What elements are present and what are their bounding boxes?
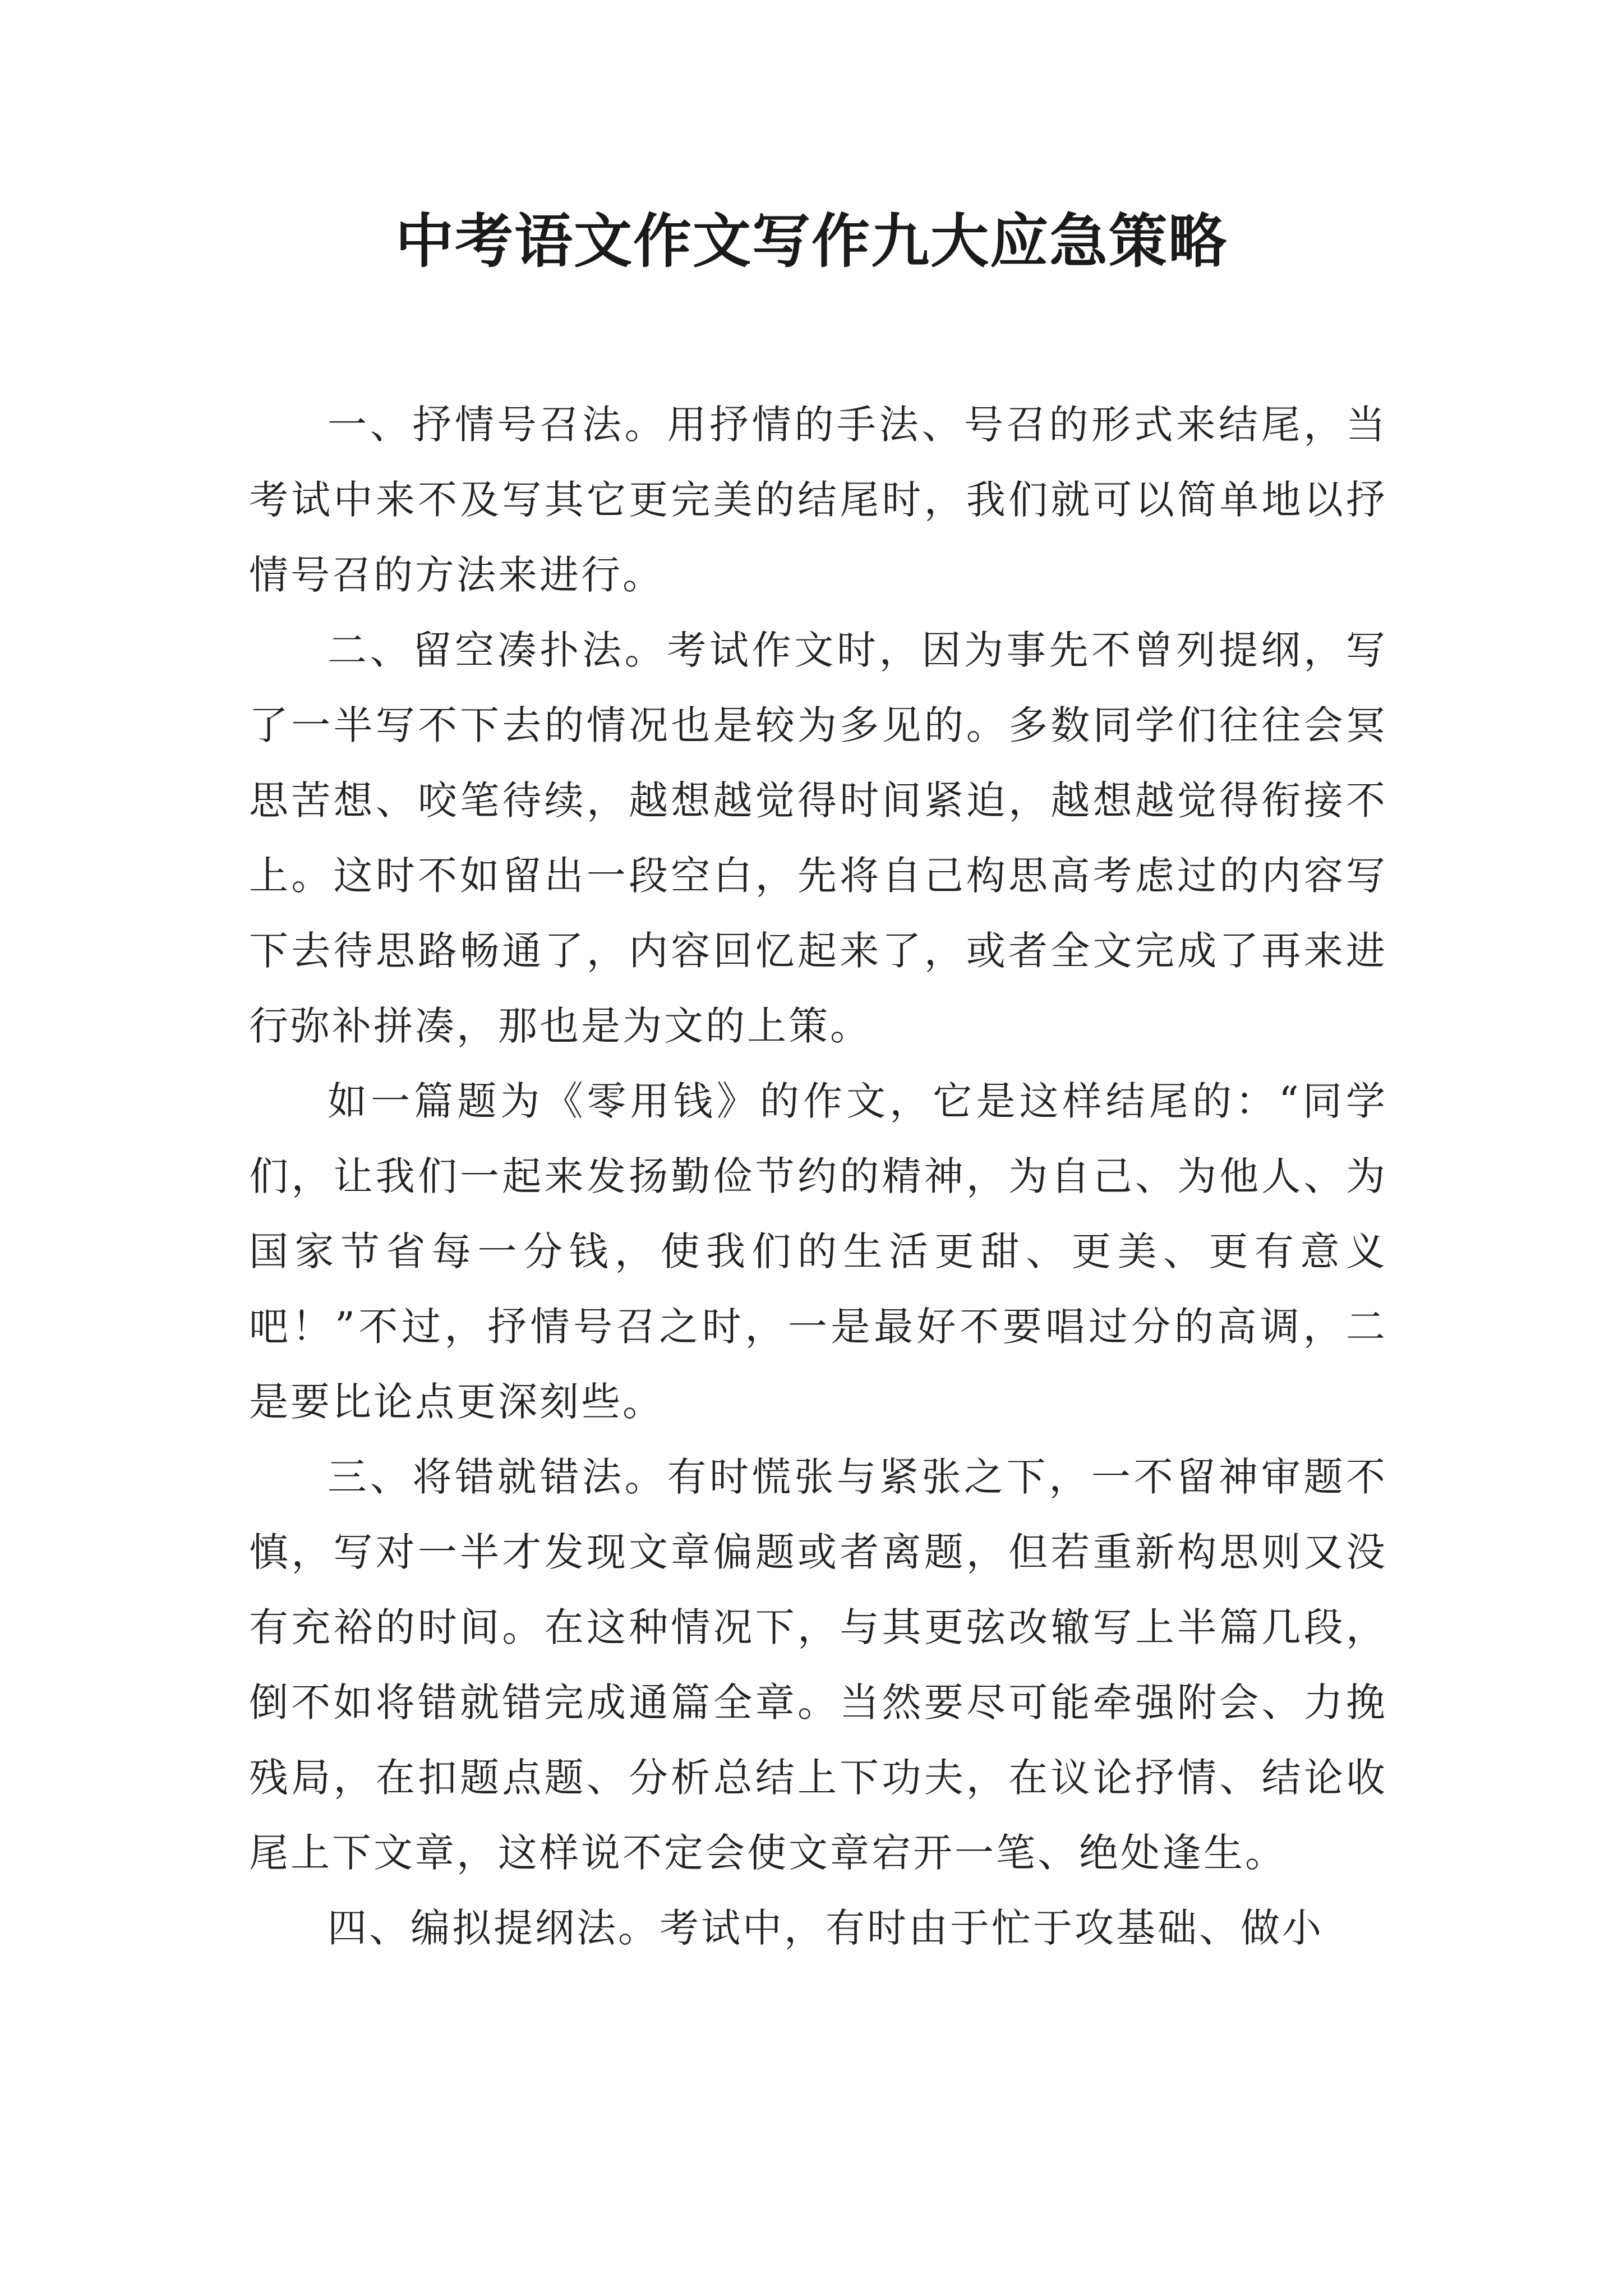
document-title: 中考语文作文写作九大应急策略 [395, 206, 1228, 275]
paragraph: 二、留空凑扑法。考试作文时，因为事先不曾列提纲，写了一半写不下去的情况也是较为多见的。多数同学们往往会冥思苦想、咬笔待续，越想越觉得时间紧迫，越想越觉得衔接不上。这时不如留出一段空白，先将自己构思高考虑过的内容写下去待思路畅通了，内容回忆起来了，或者全文完成了再来进行弥补拼凑，那也是为文的上策。 [249, 627, 1387, 1049]
paragraph: 三、将错就错法。有时慌张与紧张之下，一不留神审题不慎，写对一半才发现文章偏题或者离题，但若重新构思则又没有充裕的时间。在这种情况下，与其更弦改辙写上半篇几段，倒不如将错就错完成通篇全章。当然要尽可能牵强附会、力挽残局，在扣题点题、分析总结上下功夫，在议论抒情、结论收尾上下文章，这样说不定会使文章宕开一笔、绝处逢生。 [249, 1454, 1387, 1876]
paragraph: 如一篇题为《零用钱》的作文，它是这样结尾的：“同学们，让我们一起来发扬勤俭节约的精神，为自己、为他人、为国家节省每一分钱，使我们的生活更甜、更美、更有意义吧！”不过，抒情号召之时，一是最好不要唱过分的高调，二是要比论点更深刻些。 [249, 1078, 1387, 1425]
paragraph: 四、编拟提纲法。考试中，有时由于忙于攻基础、做小 [328, 1905, 1324, 1951]
paragraph: 一、抒情号召法。用抒情的手法、号召的形式来结尾，当考试中来不及写其它更完美的结尾时，我们就可以简单地以抒情号召的方法来进行。 [249, 402, 1387, 598]
document-body [249, 387, 1387, 1966]
